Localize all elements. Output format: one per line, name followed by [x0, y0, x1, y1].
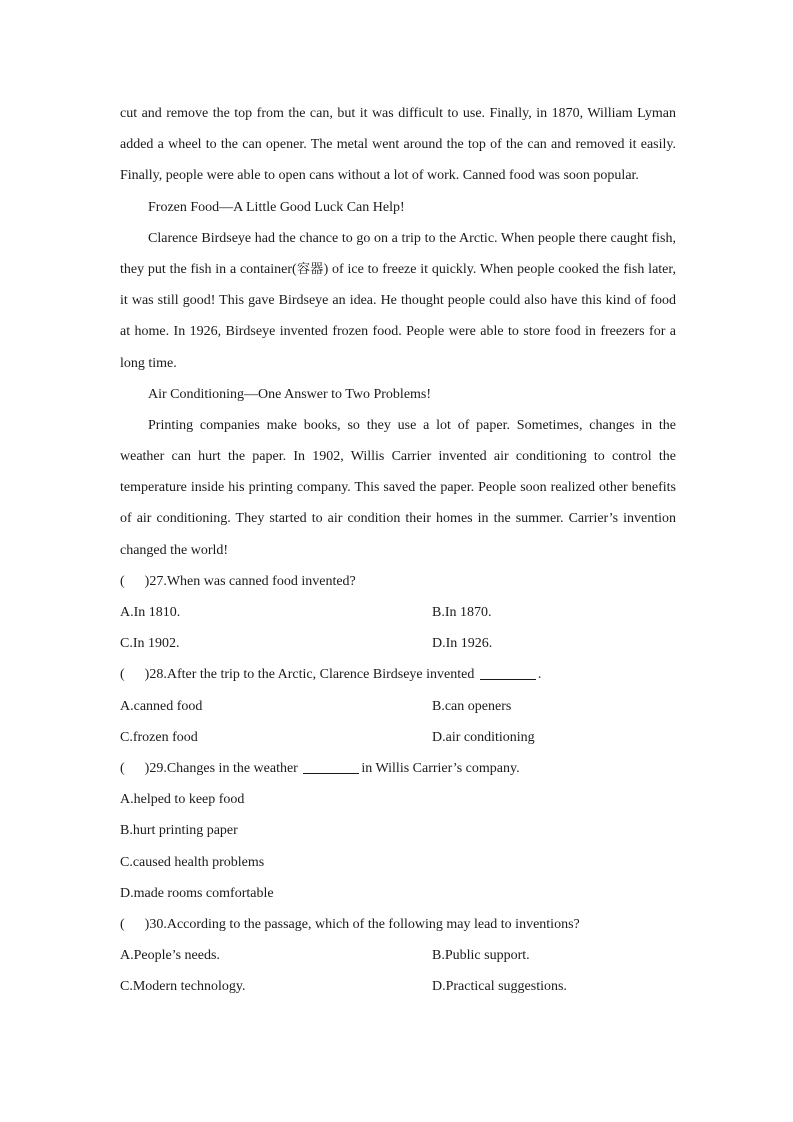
- question-28-options-row: [120, 722, 676, 753]
- option-b[interactable]: B.hurt printing paper: [120, 823, 238, 839]
- option-d[interactable]: D.In 1926.: [432, 636, 493, 652]
- answer-paren-open: (: [120, 916, 125, 932]
- passage-text: ) of ice to freeze it quickly. When people cooked the fish later,: [323, 261, 676, 277]
- question-28-text: )28.After the trip to the Arctic, Clarence Birdseye invented: [144, 667, 478, 683]
- passage-line: Clarence Birdseye had the chance to go on a trip to the Arctic. When people there caught fish,: [148, 230, 676, 246]
- passage-line: weather can hurt the paper. In 1902, Willis Carrier invented air conditioning to control the: [120, 449, 676, 465]
- option-c[interactable]: C.caused health problems: [120, 854, 265, 870]
- question-27-options-row: [120, 628, 676, 659]
- option-c[interactable]: C.frozen food: [120, 729, 198, 745]
- passage-line: temperature inside his printing company. This saved the paper. People soon realized other benefits: [120, 480, 676, 496]
- section-heading-frozen-food: Frozen Food—A Little Good Luck Can Help!: [148, 199, 405, 215]
- option-b[interactable]: B.Public support.: [432, 948, 530, 964]
- option-a[interactable]: A.People’s needs.: [120, 948, 220, 964]
- passage-line: Printing companies make books, so they use a lot of paper. Sometimes, changes in the: [148, 417, 676, 433]
- passage-text: they put the fish in a container(: [120, 261, 297, 277]
- option-c[interactable]: C.In 1902.: [120, 636, 180, 652]
- passage-line: at home. In 1926, Birdseye invented frozen food. People were able to store food in freezers for a: [120, 324, 676, 340]
- passage-line: added a wheel to the can opener. The metal went around the top of the can and removed it easily.: [120, 137, 676, 153]
- question-27-options-row: [120, 597, 676, 628]
- question-30-options-row: [120, 940, 676, 971]
- option-d[interactable]: D.Practical suggestions.: [432, 979, 567, 995]
- document-body: [120, 98, 676, 1002]
- question-28-options-row: [120, 691, 676, 722]
- fill-in-blank[interactable]: [480, 665, 536, 680]
- question-30-options-row: [120, 971, 676, 1002]
- passage-line: Finally, people were able to open cans without a lot of work. Canned food was soon popular.: [120, 168, 639, 184]
- question-29-end: in Willis Carrier’s company.: [361, 760, 520, 776]
- question-29-text: )29.Changes in the weather: [144, 760, 302, 776]
- option-a[interactable]: A.In 1810.: [120, 605, 181, 620]
- question-28-stem: [120, 659, 676, 690]
- option-d[interactable]: D.made rooms comfortable: [120, 885, 274, 901]
- passage-cjk-gloss: 容器: [296, 261, 324, 277]
- question-27-text: )27.When was canned food invented?: [144, 573, 356, 589]
- question-27-stem: [120, 566, 676, 597]
- option-b[interactable]: B.In 1870.: [432, 605, 492, 620]
- answer-paren-open: (: [120, 760, 125, 776]
- passage-line: [120, 254, 676, 285]
- option-a[interactable]: A.canned food: [120, 698, 203, 714]
- question-28-end: .: [537, 667, 542, 683]
- passage-line: long time.: [120, 355, 177, 371]
- fill-in-blank[interactable]: [303, 759, 359, 774]
- question-30-stem: [120, 909, 676, 940]
- option-b[interactable]: B.can openers: [432, 698, 512, 714]
- passage-line: changed the world!: [120, 542, 229, 558]
- answer-paren-open: (: [120, 667, 125, 683]
- option-a[interactable]: A.helped to keep food: [120, 792, 245, 808]
- section-heading-air-conditioning: Air Conditioning—One Answer to Two Problems!: [148, 386, 432, 402]
- question-29-stem: [120, 753, 676, 784]
- option-c[interactable]: C.Modern technology.: [120, 979, 246, 995]
- passage-line: cut and remove the top from the can, but it was difficult to use. Finally, in 1870, William Lyman: [120, 106, 676, 121]
- answer-paren-open: (: [120, 573, 125, 589]
- passage-line: of air conditioning. They started to air condition their homes in the summer. Carrier’s invention: [120, 511, 676, 527]
- option-d[interactable]: D.air conditioning: [432, 729, 535, 745]
- passage-line: it was still good! This gave Birdseye an idea. He thought people could also have this kind of food: [120, 293, 676, 309]
- question-30-text: )30.According to the passage, which of the following may lead to inventions?: [144, 916, 580, 932]
